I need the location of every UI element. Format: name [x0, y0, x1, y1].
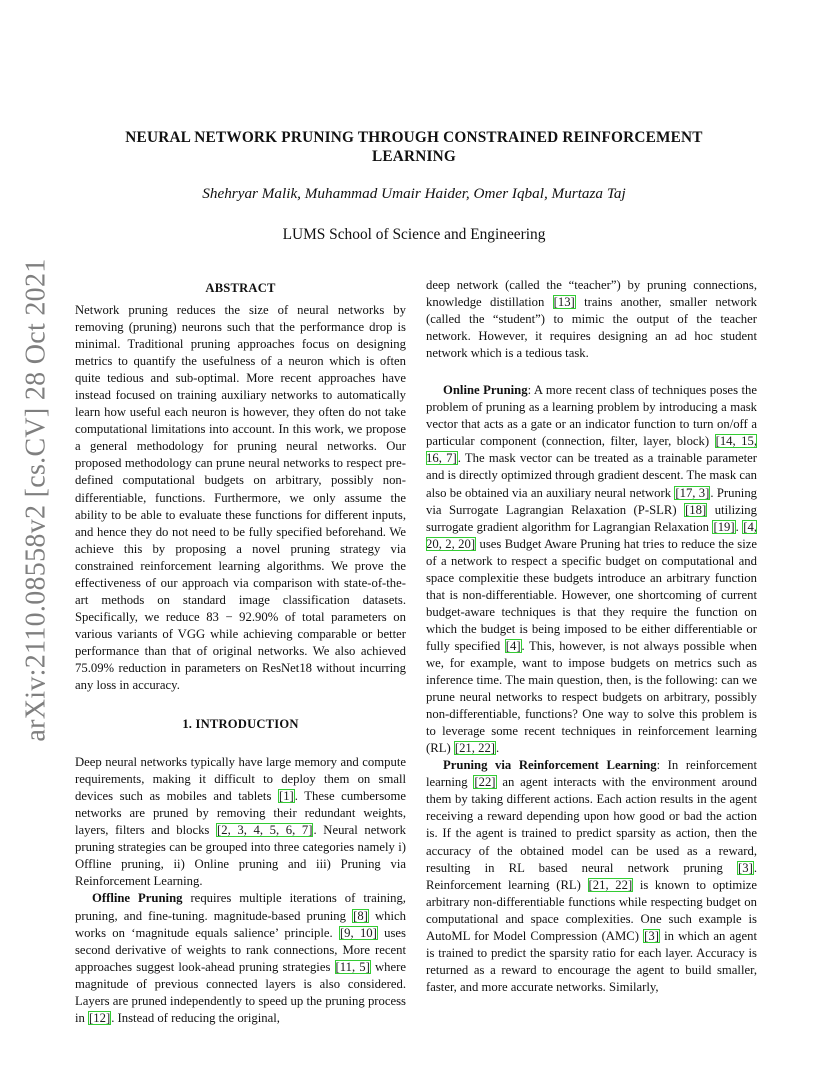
abstract-text: Network pruning reduces the size of neural networks by removing (pruning) neurons such that the performance drop is minimal. Traditional pruning approaches focus on designing metrics to quantify the usefulness of a neuron which is often quite tedious and sub-optimal. More recent approaches have instead focused on training auxiliary networks to automatically learn how useful each neuron is however, they often do not take computational limitations into account. In this work, we propose a general methodology for pruning neural networks. Our proposed methodology can prune neural networks to respect pre-defined computational budgets on arbitrary, possibly non-differentiable, functions. Furthermore, we only assume the ability to be able to evaluate these functions for different inputs, and hence they do not need to be fully specified beforehand. We achieve this by proposing a novel pruning strategy via constrained reinforcement learning algorithms. We prove the effectiveness of our approach via comparison with state-of-the-art methods on standard image classification datasets. Specifically, we reduce 83 − 92.90% of total parameters on various variants of VGG while achieving comparable or better performance than that of original networks. We also achieved 75.09% reduction in parameters on ResNet18 without incurring any loss in accuracy. [75, 303, 406, 693]
intro-paragraph-1: Deep neural networks typically have large memory and compute requirements, making it difficult to deploy them on small devices such as mobiles and tablets [1]. These cumbersome networks are pruned by removing their redundant weights, layers, filters and blocks [2, 3, 4, 5, 6, 7]. Neural network pruning strategies can be grouped into three categories namely i) Offline pruning, ii) Online pruning and iii) Pruning via Reinforcement Learning. [75, 755, 407, 889]
rl-pruning-paragraph: Pruning via Reinforcement Learning: In reinforcement learning [22] an agent interacts with the environment around them by taking different actions. Each action results in the agent receiving a reward depending upon how good or bad the action is. If the agent is trained to predict sparsity as action, then the accuracy of the obtained model can be used as a reward, resulting in RL based neural network pruning [3]. Reinforcement learning (RL) [21, 22] is known to optimize arbitrary non-differentiable functions while respecting budget on computational and space complexities. One such example is AutoML for Model Compression (AMC) [3] in which an agent is trained to predict the sparsity ratio for each layer. Accuracy is returned as a reward to encourage the agent to build smaller, faster, and more accurate networks. Similarly, [426, 758, 758, 994]
citation-link[interactable]: [3] [644, 928, 659, 943]
citation-link[interactable]: [19] [713, 519, 735, 534]
citation-link[interactable]: [13] [553, 295, 575, 310]
title-line-1: NEURAL NETWORK PRUNING THROUGH CONSTRAINED REINFORCEMENT [125, 129, 703, 146]
citation-link[interactable]: [21, 22] [454, 741, 496, 756]
citation-link[interactable]: [2, 3, 4, 5, 6, 7] [217, 823, 313, 838]
right-column [426, 277, 757, 996]
arxiv-identifier [21, 258, 53, 742]
affiliation: LUMS School of Science and Engineering [282, 226, 546, 243]
offline-pruning-term: Offline Pruning [92, 891, 183, 906]
citation-link[interactable]: [4] [505, 638, 521, 653]
authors: Shehryar Malik, Muhammad Umair Haider, Omer Iqbal, Murtaza Taj [202, 185, 626, 202]
citation-link[interactable]: [11, 5] [335, 959, 370, 974]
knowledge-distillation-paragraph: deep network (called the “teacher”) by pruning connections, knowledge distillation [13] trains another, smaller network (called the “student”) to mimic the output of the teacher network. However, it requires designing an ad hoc student network which is a tedious task. [426, 278, 757, 361]
citation-link[interactable]: [14, 15, 16, 7] [426, 434, 758, 466]
online-pruning-paragraph: Online Pruning: A more recent class of techniques poses the problem of pruning as a learning problem by introducing a mask vector that acts as a gate or an indicator function to turn on/off a particular component (connection, filter, layer, block) [14, 15, 16, 7]. The mask vector can be treated as a trainable parameter and is directly optimized through gradient descent. The mask can also be obtained via an auxiliary neural network [17, 3]. Pruning via Surrogate Lagrangian Relaxation (P-SLR) [18] utilizing surrogate gradient algorithm for Lagrangian Relaxation [19]. [4, 20, 2, 20] uses Budget Aware Pruning hat tries to reduce the size of a network to respect a specific budget on computational and space complexitie these budgets introduce an arbitrary function that is non-differentiable. However, one shortcoming of current budget-aware techniques is that they require the function on which the budget is being imposed to be either differentiable or fully specified [4]. This, however, is not always possible when we, for example, want to impose budgets on metrics such as inference time. The main question, then, is the following: can we prune neural networks to respect budgets on arbitrary, possibly non-differentiable, functions? One way to solve this problem is to leverage some recent techniques in reinforcement learning (RL) [21, 22]. [426, 383, 758, 756]
rl-pruning-term: Pruning via Reinforcement Learning [443, 758, 657, 773]
citation-link[interactable]: [4, 20, 2, 20] [426, 519, 758, 551]
citation-link[interactable]: [12] [89, 1010, 111, 1025]
introduction-heading: 1. INTRODUCTION [182, 717, 299, 732]
title-line-2: LEARNING [371, 148, 457, 165]
left-column [75, 280, 406, 1027]
citation-link[interactable]: [9, 10] [339, 925, 377, 940]
online-pruning-term: Online Pruning [443, 383, 528, 398]
intro-paragraph-offline-pruning: Offline Pruning requires multiple iterations of training, pruning, and fine-tuning. magnitude-based pruning [8] which works on ‘magnitude equals salience’ principle. [9, 10] uses second derivative of weights to rank connections, More recent approaches suggest look-ahead pruning strategies [11, 5] where magnitude of previous connected layers is also considered. Layers are pruned independently to speed up the pruning process in [12]. Instead of reducing the original, [75, 891, 407, 1025]
abstract-heading: ABSTRACT [205, 281, 276, 295]
citation-link[interactable]: [3] [738, 860, 753, 875]
citation-link[interactable]: [1] [278, 789, 294, 804]
citation-link[interactable]: [8] [353, 908, 368, 923]
citation-link[interactable]: [17, 3] [675, 485, 710, 500]
citation-link[interactable]: [21, 22] [588, 877, 633, 892]
citation-link[interactable]: [18] [685, 502, 707, 517]
citation-link[interactable]: [22] [474, 775, 496, 790]
arxiv-identifier-text: arXiv:2110.08558v2 [cs.CV] 28 Oct 2021 [21, 258, 53, 742]
paper-title [75, 128, 753, 166]
